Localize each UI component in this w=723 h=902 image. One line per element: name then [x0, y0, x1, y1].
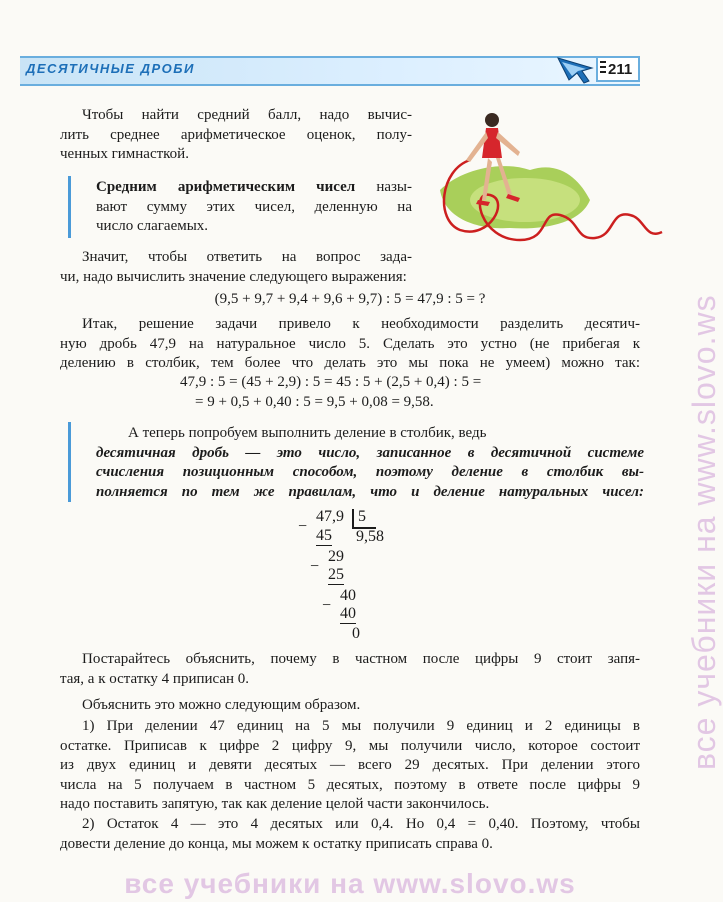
definition-bar	[68, 176, 71, 238]
minus-sign: −	[310, 558, 320, 575]
intro-paragraph	[60, 106, 412, 165]
spiral-ticks-icon	[600, 61, 606, 79]
division-remainder: 0	[352, 625, 360, 642]
long-division	[290, 505, 430, 645]
section-title: ДЕСЯТИЧНЫЕ ДРОБИ	[26, 61, 195, 76]
text-line: тая, а к остатку 4 приписан 0.	[60, 670, 250, 687]
text-line: чи, надо вычислить значение следующего выражения:	[60, 268, 407, 285]
point-1-paragraph	[60, 717, 640, 815]
side-watermark: все учебники на www.slovo.ws	[686, 294, 722, 770]
text-line: Итак, решение задачи привело к необходимости разделить десятич-	[82, 316, 640, 332]
rule-bar	[68, 422, 71, 502]
text-line: счисления позиционным способом, поэтому деление в столбик вы-	[96, 464, 644, 480]
gymnast-illustration	[430, 100, 670, 250]
text-line: из двух единиц и девяти десятых — всего 29 десятых. При делении этого	[60, 757, 640, 773]
solution-paragraph	[60, 315, 640, 374]
divisor: 5	[358, 508, 366, 525]
division-step: 29	[328, 548, 344, 565]
page-number: 211	[608, 61, 633, 78]
text-fragment: —	[228, 444, 277, 461]
rule-term: десятичная дробь	[96, 444, 229, 461]
calc-line: = 9 + 0,5 + 0,40 : 5 = 9,5 + 0,08 = 9,58.	[195, 393, 434, 410]
expression	[60, 290, 640, 310]
text-line	[96, 178, 412, 198]
quotient: 9,58	[356, 528, 384, 545]
page-number-box	[596, 56, 640, 82]
division-step: 40	[340, 605, 356, 622]
minus-sign: −	[322, 597, 332, 614]
text-line: А теперь попробуем выполнить деление в столбик, ведь	[128, 425, 487, 441]
question-paragraph	[60, 650, 640, 689]
text-line: ную дробь 47,9 на натуральное число 5. Сделать это устно (не прибегая к	[60, 335, 640, 352]
then-paragraph	[60, 248, 500, 287]
text-line: остатке. Приписав к цифре 2 цифру 9, мы получили число, которое состоит	[60, 737, 640, 754]
text-line: довести деление до конца, мы можем к остатку приписать справа 0.	[60, 835, 493, 852]
text-fragment: назы-	[355, 179, 413, 195]
text-line: делению в столбик, тем более что делать это мы пока не умеем) можно так:	[60, 355, 640, 371]
text-line: число слагаемых.	[96, 218, 209, 234]
text-line: лить среднее арифметическое оценок, полу-	[60, 126, 412, 143]
dividend: 47,9	[316, 508, 344, 525]
division-step: 25	[328, 566, 344, 583]
definition-term: Средним арифметическим чисел	[96, 179, 356, 195]
text-line: надо поставить запятую, так как деление целой части закончилось.	[60, 796, 490, 812]
text-line	[96, 444, 644, 464]
definition-paragraph	[96, 178, 412, 237]
bottom-watermark: все учебники на www.slovo.ws	[124, 868, 576, 899]
text-line: 1) При делении 47 единиц на 5 мы получили 9 единиц и 2 единицы в	[82, 718, 640, 734]
section-header	[20, 56, 640, 86]
text-line: Значит, чтобы ответить на вопрос зада-	[82, 249, 412, 265]
text-line: полняется по тем же правилам, что и деление натуральных чисел:	[96, 483, 644, 500]
text-fragment: это число, записанное в десятичной системе	[276, 444, 644, 461]
text-line: вают сумму этих чисел, деленную на	[96, 198, 412, 215]
minus-sign: −	[298, 518, 308, 535]
point-2-paragraph	[60, 815, 640, 854]
division-step: 40	[340, 587, 356, 604]
text-line: Объяснить это можно следующим образом.	[82, 697, 361, 713]
rule-paragraph	[96, 424, 644, 502]
explain-intro	[60, 696, 640, 716]
calc-block	[180, 373, 600, 412]
text-line: Постарайтесь объяснить, почему в частном после цифры 9 стоит запя-	[82, 651, 640, 667]
arrow-pointer-icon	[556, 54, 596, 84]
calc-line: 47,9 : 5 = (45 + 2,9) : 5 = 45 : 5 + (2,5 + 0,4) : 5 =	[180, 374, 482, 390]
text-line: числа на 5 получаем в частном 5 десятых, поэтому в ответе после цифры 9	[60, 776, 640, 793]
expression-line: (9,5 + 9,7 + 9,4 + 9,6 + 9,7) : 5 = 47,9 : 5 = ?	[214, 291, 486, 307]
division-step: 45	[316, 527, 332, 544]
text-line: Чтобы найти средний балл, надо вычис-	[82, 107, 412, 123]
text-line: ченных гимнасткой.	[60, 146, 189, 162]
text-line: 2) Остаток 4 — это 4 десятых или 0,4. Но 0,4 = 0,40. Поэтому, чтобы	[82, 816, 640, 832]
divisor-bar	[352, 509, 354, 527]
